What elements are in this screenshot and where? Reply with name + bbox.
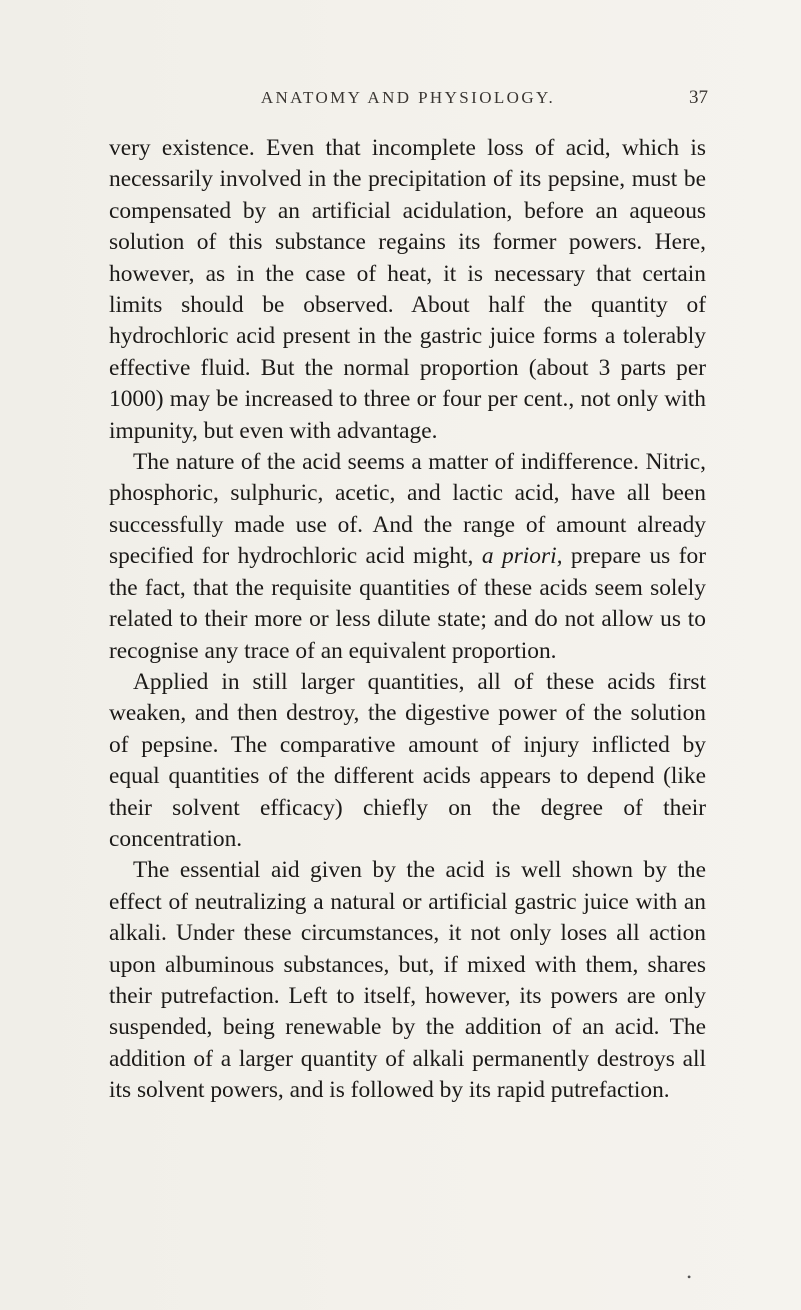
paragraph-2-text-a: The nature of the acid seems a matter of indifference. Nitric, phosphoric, sulphuric, acetic, and lactic acid, have all been successfully made use of. And the range of amount already specified for hydrochloric acid might, <box>109 449 706 570</box>
paragraph-2 <box>109 447 706 667</box>
body-text <box>109 133 706 1107</box>
paragraph-3: Applied in still larger quantities, all of these acids first weaken, and then destroy, the digestive power of the solution of pepsine. The comparative amount of injury inflicted by equal quantities of the different acids appears to depend (like their solvent efficacy) chiefly on the degree of their concentration. <box>109 668 706 852</box>
paragraph-1: very existence. Even that incomplete loss of acid, which is necessarily involved in the precipitation of its pepsine, must be compensated by an artificial acidulation, before an aqueous solution of this substance regains its former powers. Here, however, as in the case of heat, it is necessary that certain limits should be observed. About half the quantity of hydrochloric acid present in the gastric juice forms a tolerably effective fluid. But the normal proportion (about 3 parts per 1000) may be increased to three or four per cent., not only with impunity, but even with advantage. <box>109 135 706 444</box>
paragraph-2-text-b: prepare us for the fact, that the requisite quantities of these acids seem solely related to their more or less dilute state; and do not allow us to recognise any trace of an equivalent proportion. <box>109 543 706 664</box>
italic-phrase: a priori, <box>481 543 563 570</box>
page-number: 37 <box>689 87 708 108</box>
signature-mark: • <box>687 1270 692 1284</box>
running-title: ANATOMY AND PHYSIOLOGY. <box>260 88 556 107</box>
paragraph-4: The essential aid given by the acid is well shown by the effect of neutralizing a natural or artificial gastric juice with an alkali. Under these circumstances, it not only loses all action upon albuminous substances, but, if mixed with them, shares their putrefaction. Left to itself, however, its powers are only suspended, being renewable by the addition of an acid. The addition of a larger quantity of alkali permanently destroys all its solvent powers, and is followed by its rapid putrefaction. <box>109 857 706 1104</box>
running-head <box>108 88 708 116</box>
